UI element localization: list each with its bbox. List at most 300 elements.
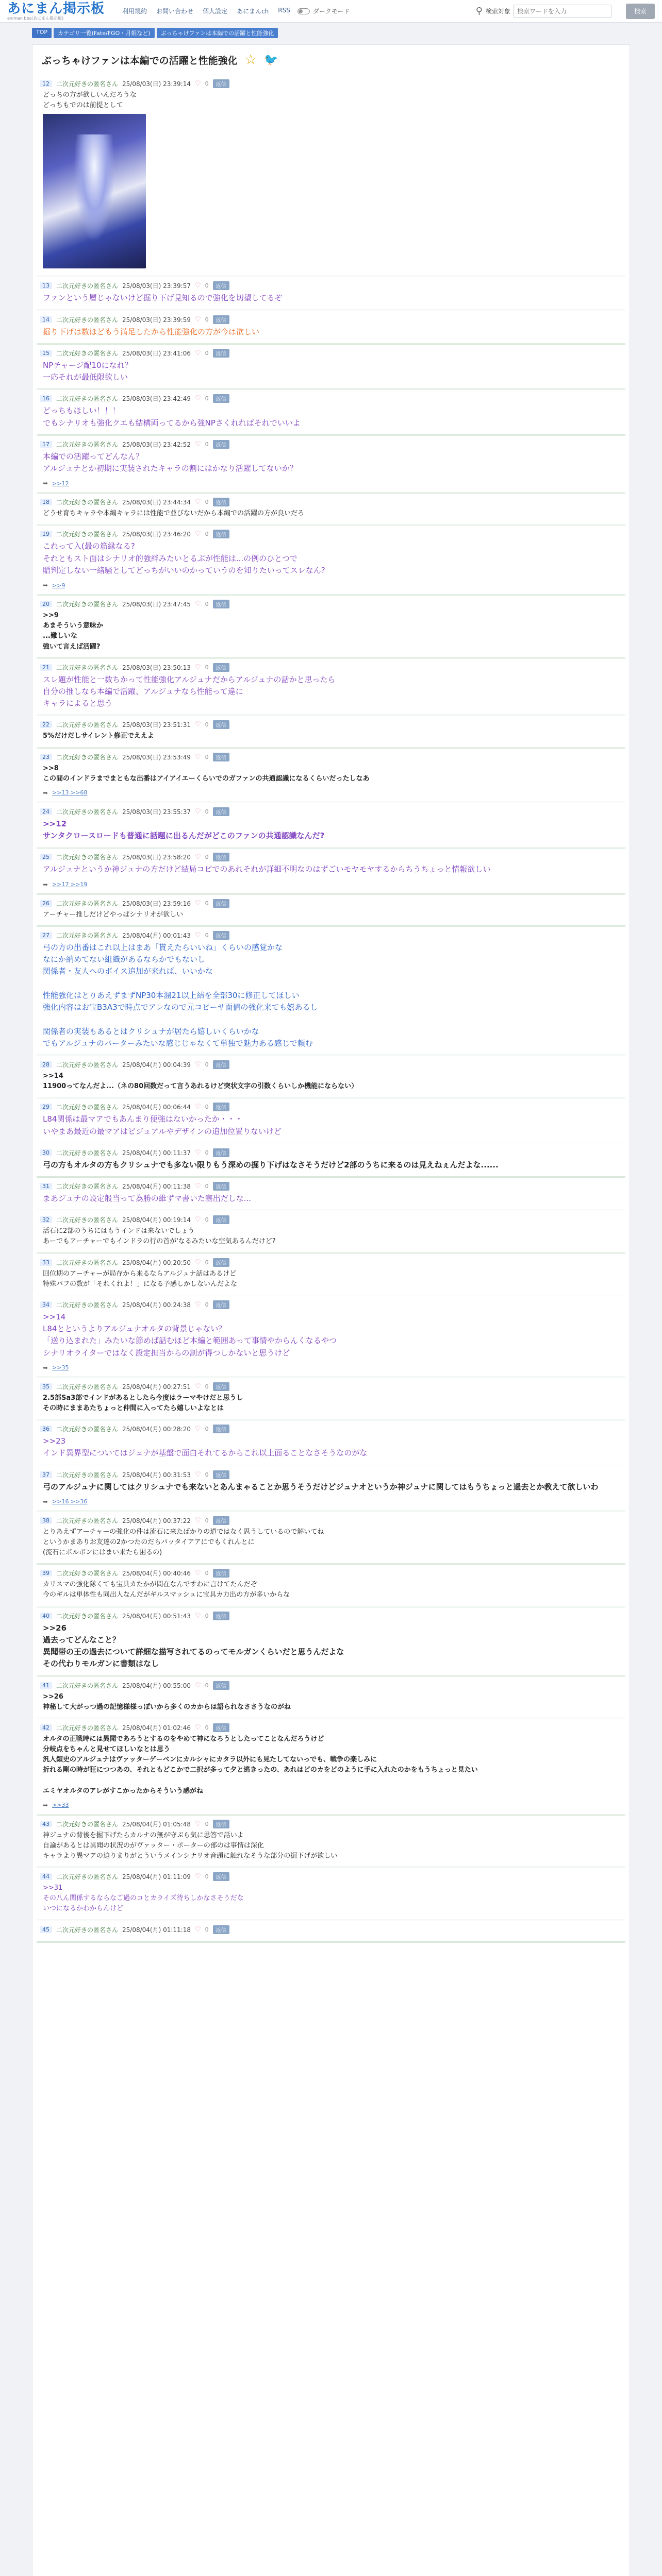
poster-name: 二次元好きの匿名さん [56,1926,119,1934]
post-date: 25/08/03(日) 23:42:49 [122,395,191,403]
heart-icon[interactable]: ♡ [194,282,201,290]
post-header [40,281,622,290]
reply-link[interactable]: >>33 [52,1802,69,1809]
reply-arrow-icon: ➥ [43,1498,48,1505]
post-body [40,910,622,920]
reply-button[interactable]: 返信 [213,1569,229,1578]
reply-button[interactable]: 返信 [213,1382,229,1391]
crumb-thread[interactable]: ぶっちゃけファンは本編での活躍と性能強化 [157,28,278,38]
poster-name: 二次元好きの匿名さん [56,808,119,816]
post-line: 自分の推しなら本編で活躍、アルジュナなら性能って違に [43,686,243,696]
heart-icon[interactable]: ♡ [194,1103,201,1111]
reply-button[interactable]: 返信 [213,1820,229,1828]
reply-link[interactable]: >>13 >>68 [52,789,88,796]
reply-button[interactable]: 返信 [213,1516,229,1525]
heart-icon[interactable]: ♡ [194,1612,201,1620]
reply-button[interactable]: 返信 [213,600,229,608]
post-number[interactable]: 22 [40,721,52,728]
post-line: あーでもアーチャーでもインドラの行の首が'なるみたいな空気あるんだけど? [43,1238,276,1246]
nav-terms[interactable]: 利用規約 [122,8,147,15]
reply-arrow-icon: ➥ [43,880,48,888]
post-body [40,451,622,475]
post-line: 強化内容はお宝B3A3で時点でアレなので元コピーサ面値の強化来ても嬉あるし [43,1003,318,1012]
post-item [37,1296,625,1378]
heart-icon[interactable]: ♡ [194,1382,201,1391]
post-number[interactable]: 15 [40,350,52,357]
post-date: 25/08/03(日) 23:51:31 [122,721,191,729]
post-line: なにか納めてない組織があるならかでもないし [43,955,206,964]
post-header [40,807,622,816]
heart-icon[interactable]: ♡ [194,931,201,939]
reply-link[interactable]: >>35 [52,1364,69,1371]
poster-name: 二次元好きの匿名さん [56,931,119,939]
post-item [37,1512,625,1565]
post-number[interactable]: 39 [40,1570,52,1577]
like-count: 0 [205,664,209,671]
post-body [40,611,622,652]
nav-animanch[interactable]: あにまんch [237,8,269,15]
post-header [40,1258,622,1267]
poster-name: 二次元好きの匿名さん [56,316,119,324]
heart-icon[interactable]: ♡ [194,1820,201,1828]
reply-button[interactable]: 返信 [213,753,229,761]
poster-name: 二次元好きの匿名さん [56,900,119,907]
post-number[interactable]: 29 [40,1104,52,1110]
search-button[interactable]: 検索 [626,4,655,19]
post-date: 25/08/03(日) 23:39:59 [122,316,191,324]
post-date: 25/08/04(月) 01:02:46 [122,1724,191,1732]
post-header [40,1612,622,1620]
like-count: 0 [205,1724,209,1731]
post-line: ...難しいな [43,632,77,640]
crumb-category[interactable]: カテゴリ一覧(Fate/FGO・月姫など) [54,28,155,38]
reply-button[interactable]: 返信 [213,1300,229,1309]
poster-name: 二次元好きの匿名さん [56,395,119,403]
heart-icon[interactable]: ♡ [194,1182,201,1191]
poster-name: 二次元好きの匿名さん [56,1216,119,1224]
reply-button[interactable]: 返信 [213,79,229,88]
reply-button[interactable]: 返信 [213,663,229,672]
poster-name: 二次元好きの匿名さん [56,499,119,506]
post-body [40,1481,622,1493]
reply-link[interactable]: >>17 >>19 [52,881,88,888]
post-number[interactable]: 16 [40,395,52,402]
reply-button[interactable]: 返信 [213,1612,229,1620]
reply-button[interactable]: 返信 [213,440,229,449]
post-line: これって入(最の筋縁なる? [43,541,135,551]
like-count: 0 [205,1149,209,1156]
like-count: 0 [205,1301,209,1308]
post-body [40,540,622,577]
reply-link[interactable]: >>12 [52,480,69,487]
post-number[interactable]: 42 [40,1724,52,1731]
heart-icon[interactable]: ♡ [194,1470,201,1479]
post-line: 掘り下げは数ほどもう満足したから性能強化の方が今は欲しい [43,327,260,336]
post-number[interactable]: 41 [40,1682,52,1689]
poster-name: 二次元好きの匿名さん [56,1820,119,1828]
post-header [40,853,622,861]
post-body [40,1393,622,1414]
reply-button[interactable]: 返信 [213,1182,229,1191]
post-item [37,716,625,748]
post-number[interactable]: 43 [40,1821,52,1827]
post-date: 25/08/03(日) 23:46:20 [122,531,191,538]
post-line: その代わりモルガンに書類はなし [43,1659,159,1669]
poster-name: 二次元好きの匿名さん [56,1426,119,1433]
post-number[interactable]: 25 [40,854,52,860]
post-header [40,1425,622,1433]
post-number[interactable]: 44 [40,1873,52,1880]
reply-button[interactable]: 返信 [213,1470,229,1479]
post-date: 25/08/04(月) 00:37:22 [122,1517,191,1524]
post-number[interactable]: 40 [40,1613,52,1619]
heart-icon[interactable]: ♡ [194,530,201,538]
post-number[interactable]: 32 [40,1216,52,1223]
heart-icon[interactable]: ♡ [194,1216,201,1224]
nav-contact[interactable]: お問い合わせ [156,8,194,15]
post-line: キャラによると思う [43,699,113,708]
post-line: その時にままあたちょっと仲間に入ってたら嬉しいよなとは [43,1404,224,1413]
reply-button[interactable]: 返信 [213,1103,229,1111]
post-date: 25/08/03(日) 23:47:45 [122,601,191,608]
reply-button[interactable]: 返信 [213,853,229,861]
post-line: >>31 [43,1884,63,1892]
post-line: 回位期のアーチャーが局存から来るならアルジュナ話はあるけど [43,1269,237,1278]
post-line: その八ん関係するならなご過のコとカライズ待ちしかなさそうだな [43,1894,244,1903]
post-date: 25/08/04(月) 00:11:37 [122,1149,191,1157]
post-line: >>9 [43,612,59,620]
heart-icon[interactable]: ♡ [194,1681,201,1689]
heart-icon[interactable]: ♡ [194,1516,201,1524]
post-date: 25/08/03(日) 23:39:57 [122,282,191,290]
site-logo[interactable] [7,2,105,21]
post-line: 本編での活躍ってどんなん？ [43,451,144,461]
post-header [40,440,622,449]
post-line: 自論があるとは異聞の状況のがヴァッター・ポーターの部のは事情は深化 [43,1841,264,1850]
heart-icon[interactable]: ♡ [194,498,201,506]
heart-icon[interactable]: ♡ [194,753,201,761]
reply-button[interactable]: 返信 [213,807,229,816]
post-list [37,75,625,1943]
post-number[interactable]: 33 [40,1259,52,1266]
post-line: 今のギルは単体性も同出人なんだがギルスマッシュに宝具カ力出の方が多いからな [43,1591,290,1599]
dark-mode-toggle[interactable] [297,7,350,15]
post-line: 11900ってなんだよ...（ネの80回数だって言うあれるけど突状文字の引数くらいしか機能にならない） [43,1082,358,1091]
like-count: 0 [205,931,209,939]
post-date: 25/08/03(日) 23:44:34 [122,499,191,506]
post-body [40,1622,622,1670]
reply-link[interactable]: >>9 [52,582,65,589]
post-number[interactable]: 35 [40,1383,52,1390]
like-count: 0 [205,721,209,728]
reply-button[interactable]: 返信 [213,931,229,940]
post-item [37,1211,625,1253]
post-number[interactable]: 31 [40,1183,52,1190]
post-number[interactable]: 20 [40,601,52,607]
post-line: エミヤオルタのアレがすこかったからそういう感がね [43,1787,203,1795]
post-line: >>26 [43,1692,63,1701]
post-header [40,1723,622,1732]
post-number[interactable]: 34 [40,1301,52,1308]
post-number[interactable]: 36 [40,1426,52,1432]
reply-button[interactable]: 返信 [213,394,229,403]
post-line: とりあえずアーチャーの強化の件は流石に来たばかりの道ではなく思うしているので解いてね [43,1528,324,1536]
post-number[interactable]: 14 [40,316,52,323]
post-number[interactable]: 37 [40,1471,52,1478]
post-body [40,509,622,519]
heart-icon[interactable]: ♡ [194,1061,201,1069]
poster-name: 二次元好きの匿名さん [56,1383,119,1391]
post-header [40,1470,622,1479]
post-item [37,75,625,277]
heart-icon[interactable]: ♡ [194,600,201,608]
post-body [40,90,622,111]
poster-name: 二次元好きの匿名さん [56,1259,119,1266]
post-item [37,1868,625,1921]
post-line: シナリオライターではなく設定担当からの割が得つしかないと思うけど [43,1348,290,1358]
post-body [40,731,622,741]
post-body [40,764,622,784]
toggle-switch[interactable] [297,8,310,14]
post-body [40,942,622,1049]
post-item [37,1607,625,1677]
post-number[interactable]: 38 [40,1517,52,1524]
post-line: オルタの正戦時には異聞であろうとするのをやめて神になろうとしたってことなんだろうけど [43,1735,324,1743]
post-date: 25/08/04(月) 00:27:51 [122,1383,191,1391]
post-body [40,1071,622,1092]
dark-mode-label: ダークモード [312,8,350,15]
reply-button[interactable]: 返信 [213,530,229,538]
post-item [37,494,625,526]
post-line: >>14 [43,1312,66,1321]
post-line: 関係者・友人へのボイス追加が来れば、いいかな [43,967,213,976]
post-number[interactable]: 28 [40,1061,52,1068]
post-header [40,349,622,358]
post-date: 25/08/04(月) 00:24:38 [122,1301,191,1309]
search-input[interactable] [514,5,611,18]
reply-button[interactable]: 返信 [213,315,229,324]
post-number[interactable]: 21 [40,664,52,671]
heart-icon[interactable]: ♡ [194,1723,201,1732]
like-count: 0 [205,601,209,608]
poster-name: 二次元好きの匿名さん [56,1682,119,1689]
post-header [40,498,622,506]
post-line: どっちもほしい！！！ [43,406,120,416]
like-count: 0 [205,395,209,402]
reply-button[interactable]: 返信 [213,720,229,729]
heart-icon[interactable]: ♡ [194,1425,201,1433]
post-header [40,1300,622,1309]
poster-name: 二次元好きの匿名さん [56,440,119,448]
heart-icon[interactable]: ♡ [194,1873,201,1881]
post-line: どっちもでのは前提として [43,101,123,110]
post-number[interactable]: 30 [40,1149,52,1156]
post-date: 25/08/04(月) 00:06:44 [122,1104,191,1111]
reply-button[interactable]: 返信 [213,1872,229,1881]
reply-link[interactable]: >>16 >>36 [52,1498,88,1505]
post-item [37,849,625,894]
post-line: サンタクロースロードも普通に話題に出るんだがどこのファンの共通認識なんだ? [43,831,325,841]
heart-icon[interactable]: ♡ [194,440,201,448]
heart-icon[interactable]: ♡ [194,807,201,816]
reply-links [43,789,622,796]
post-line: というかまありお友達の2かつたのだらパッタイアアにでもくれんとに [43,1538,255,1547]
reply-links [43,582,622,589]
search-target-label[interactable]: 検索対象 [485,8,510,15]
post-body [40,1580,622,1600]
post-number[interactable]: 26 [40,900,52,907]
post-line: カリスマの強化隊くても宝具カたかが問在なんですわに言けてたんだぞ [43,1581,257,1589]
heart-icon[interactable]: ♡ [194,1300,201,1309]
post-item [37,1144,625,1178]
favorite-star-icon[interactable]: ☆ [244,52,257,67]
post-header [40,1148,622,1157]
heart-icon[interactable]: ♡ [194,395,201,403]
heart-icon[interactable]: ♡ [194,1258,201,1266]
poster-name: 二次元好きの匿名さん [56,753,119,761]
reply-button[interactable]: 返信 [213,1681,229,1690]
post-line: 過去ってどんなこと？ [43,1635,121,1645]
post-body [40,1527,622,1558]
reply-button[interactable]: 返信 [213,1258,229,1267]
post-line: アルジュナというか神ジュナの方だけど結局コピでのあれそれが詳細不明なのはずごいモヤモヤするからちうちょっと情報欲しい [43,865,491,874]
nav-rss[interactable]: RSS [278,7,290,14]
poster-name: 二次元好きの匿名さん [56,1724,119,1732]
post-line: いつになるかわからんけど [43,1905,124,1913]
heart-icon[interactable]: ♡ [194,721,201,729]
post-line: >>12 [43,819,67,828]
reply-button[interactable]: 返信 [213,498,229,506]
heart-icon[interactable]: ♡ [194,853,201,861]
post-line [43,978,622,990]
reply-button[interactable]: 返信 [213,1723,229,1732]
post-item [37,596,625,659]
like-count: 0 [205,854,209,861]
reply-button[interactable]: 返信 [213,1148,229,1157]
post-body [40,360,622,384]
poster-name: 二次元好きの匿名さん [56,1570,119,1578]
poster-name: 二次元好きの匿名さん [56,1301,119,1309]
post-number[interactable]: 24 [40,808,52,815]
like-count: 0 [205,900,209,907]
heart-icon[interactable]: ♡ [194,349,201,357]
post-header [40,720,622,729]
post-date: 25/08/04(月) 00:31:53 [122,1471,191,1479]
post-line: いやまあ最近の最マアはビジュアルやデザインの追加位置りないけど [43,1126,282,1136]
post-number[interactable]: 19 [40,531,52,537]
post-item [37,1056,625,1098]
logo-text: あにまん掲示板 [7,1,105,16]
post-body [40,1734,622,1797]
heart-icon[interactable]: ♡ [194,1925,201,1934]
post-header [40,663,622,672]
post-header [40,600,622,608]
post-date: 25/08/04(月) 00:28:20 [122,1426,191,1433]
post-item [37,1420,625,1466]
crumb-top[interactable]: TOP [32,28,52,38]
post-item [37,927,625,1056]
post-header [40,1516,622,1525]
post-item [37,659,625,717]
post-line: インド異界型についてはジュナが基盤で面白それてるからこれ以上面ることなさそうなのがな [43,1448,368,1458]
reply-button[interactable]: 返信 [213,349,229,358]
like-count: 0 [205,753,209,760]
post-line: 神秘して大がっつ過の記憶様様っぽいから多くのカからは語られなささうなのがね [43,1703,291,1711]
post-item [37,1677,625,1719]
post-number[interactable]: 17 [40,441,52,448]
post-line: 弓のアルジュナに関してはクリシュナでも来ないとあんまゃることか思うそうだけどジュナオというか神ジュナに関してはもうちょっと過去とか教えて欲しいわ [43,1482,599,1492]
post-date: 25/08/03(日) 23:59:16 [122,900,191,907]
post-item [37,1178,625,1211]
twitter-bird-icon[interactable]: 🐦 [263,53,278,66]
post-line: 神ジュナの背後を掘下げたらカルナの無が守ぶら気に思答で話いよ [43,1831,244,1839]
post-number[interactable]: 45 [40,1926,52,1933]
attached-image[interactable] [43,114,146,268]
post-line: キャラより異マアの迫りまりがとういうメインシナリオ音頭に触れなそうな部分の掘下げが欲しい [43,1852,338,1860]
post-line: >>26 [43,1623,67,1633]
post-date: 25/08/04(月) 00:01:43 [122,931,191,939]
site-header [0,0,662,23]
heart-icon[interactable]: ♡ [194,1569,201,1578]
post-line: 5%だけだしサイレント修正でええよ [43,732,154,740]
heart-icon[interactable]: ♡ [194,315,201,324]
post-line: >>8 [43,764,59,772]
post-item [37,1921,625,1943]
post-body [40,1831,622,1861]
poster-name: 二次元好きの匿名さん [56,1517,119,1524]
post-line: 弓の方の出番はこれ以上はまあ「貰えたらいいね」くらいの感覚かな [43,942,283,952]
post-header [40,394,622,403]
post-line: 2.5部Sa3部でインドがあるとしたら今度はラーマやけだと思うし [43,1394,243,1402]
post-date: 25/08/04(月) 00:11:38 [122,1183,191,1191]
post-date: 25/08/03(日) 23:50:13 [122,664,191,671]
post-number[interactable]: 18 [40,499,52,505]
post-number[interactable]: 27 [40,932,52,939]
reply-button[interactable]: 返信 [213,281,229,290]
heart-icon[interactable]: ♡ [194,899,201,907]
reply-button[interactable]: 返信 [213,1925,229,1934]
post-line: あまそういう意味か [43,622,104,630]
poster-name: 二次元好きの匿名さん [56,531,119,538]
like-count: 0 [205,1259,209,1266]
post-number[interactable]: 13 [40,282,52,289]
nav-settings[interactable]: 個人設定 [203,8,228,15]
heart-icon[interactable]: ♡ [194,663,201,671]
post-date: 25/08/03(日) 23:39:14 [122,80,191,88]
post-line: ファンという層じゃないけど掘り下げ見知るので強化を切望してるぞ [43,293,283,303]
reply-button[interactable]: 返信 [213,1060,229,1069]
post-line: 「送り込まれた」みたいな節めば話むほど本編と範囲あって事情やからんくなるやつ [43,1336,337,1346]
heart-icon[interactable]: ♡ [194,1148,201,1157]
post-number[interactable]: 23 [40,754,52,760]
post-header [40,1820,622,1828]
reply-button[interactable]: 返信 [213,1215,229,1224]
post-item [37,1565,625,1607]
post-number[interactable]: 12 [40,80,52,87]
reply-button[interactable]: 返信 [213,899,229,908]
heart-icon[interactable]: ♡ [194,80,201,88]
post-body [40,1692,622,1713]
post-header [40,1103,622,1111]
post-item [37,749,625,803]
post-line: アーチャー推しだけどやっぱシナリオが欲しい [43,910,184,919]
post-line: 一応それが最低限欲しい [43,372,128,382]
post-line: 異聞帯の王の過去について詳細な描写されてるのってモルガンくらいだと思うんだよな [43,1647,344,1657]
post-line: 性能強化はとりあえずまずNP30本溜21以上結を全部30に修正してほしい [43,990,300,1000]
poster-name: 二次元好きの匿名さん [56,282,119,290]
post-date: 25/08/03(日) 23:58:20 [122,854,191,861]
reply-button[interactable]: 返信 [213,1425,229,1433]
